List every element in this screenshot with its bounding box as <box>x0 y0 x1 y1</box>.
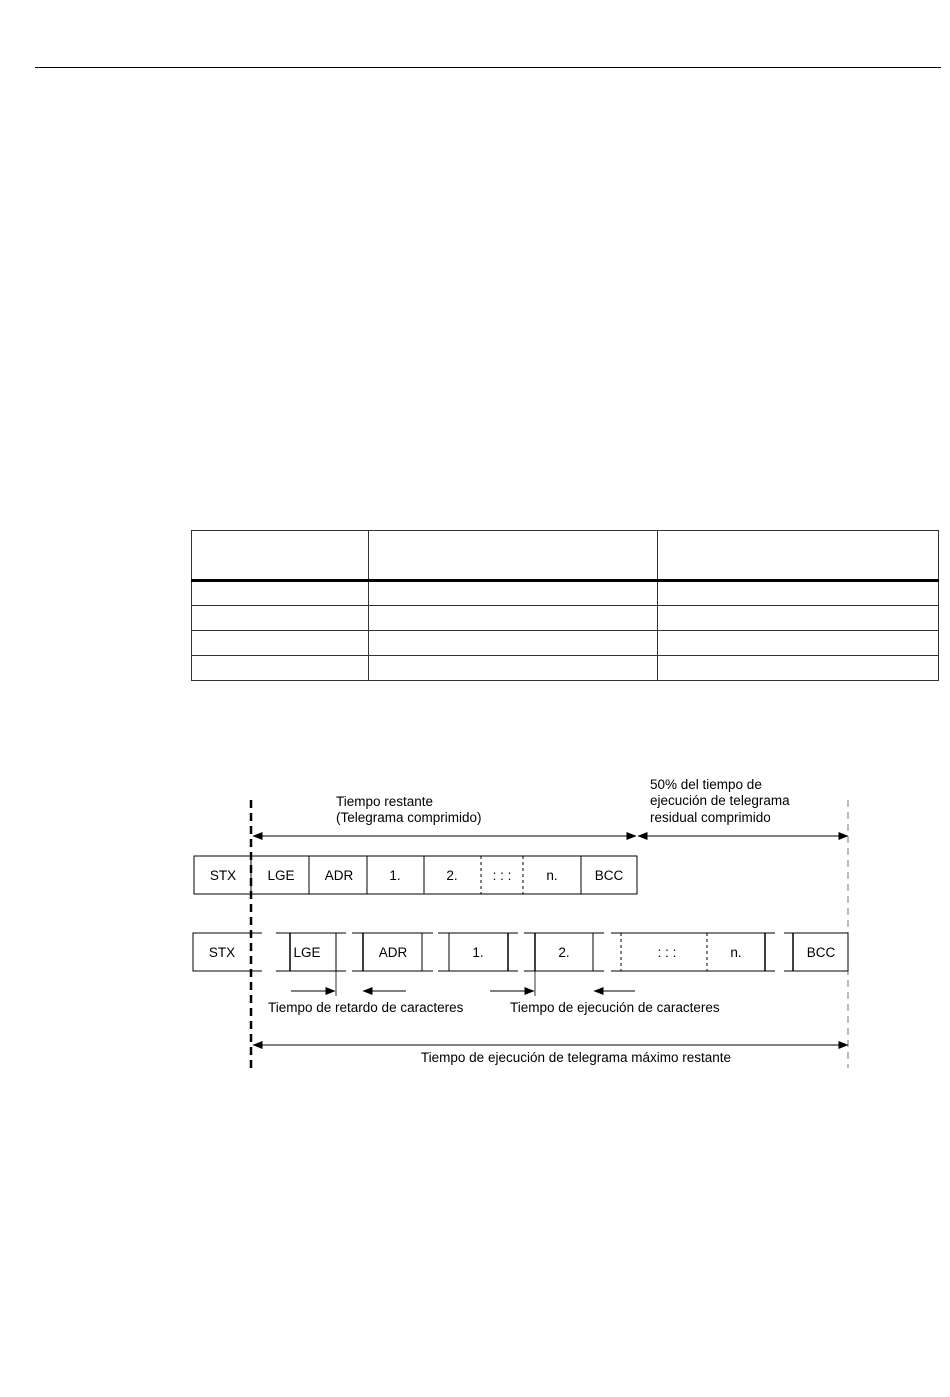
compressed-field-bcc: BCC <box>594 868 624 883</box>
compressed-field-lge: LGE <box>267 868 295 883</box>
label-char-delay: Tiempo de retardo de caracteres <box>268 1000 464 1015</box>
compressed-field-stx: STX <box>209 868 237 883</box>
expanded-field-adr: ADR <box>378 945 408 960</box>
expanded-field-bcc: BCC <box>806 945 836 960</box>
label-remaining-time-line2: (Telegrama comprimido) <box>336 810 482 825</box>
compressed-field-n: n. <box>546 868 558 883</box>
compressed-field-ellipsis: : : : <box>492 868 512 883</box>
compressed-field-1: 1. <box>389 868 401 883</box>
label-max-remaining: Tiempo de ejecución de telegrama máximo restante <box>420 1050 732 1065</box>
label-remaining-time-line1: Tiempo restante <box>336 794 434 809</box>
expanded-field-lge: LGE <box>293 945 321 960</box>
compressed-telegram <box>194 856 637 894</box>
label-fifty-percent-line3: residual comprimido <box>650 810 771 825</box>
label-fifty-percent-line2: ejecución de telegrama <box>650 793 790 808</box>
expanded-field-stx: STX <box>208 945 236 960</box>
expanded-telegram <box>193 933 848 971</box>
expanded-field-n: n. <box>730 945 742 960</box>
label-fifty-percent-line1: 50% del tiempo de <box>650 777 762 792</box>
label-char-exec: Tiempo de ejecución de caracteres <box>510 1000 720 1015</box>
compressed-field-adr: ADR <box>324 868 354 883</box>
compressed-field-2: 2. <box>446 868 458 883</box>
expanded-field-ellipsis: : : : <box>657 945 677 960</box>
expanded-field-2: 2. <box>558 945 570 960</box>
expanded-field-1: 1. <box>472 945 484 960</box>
